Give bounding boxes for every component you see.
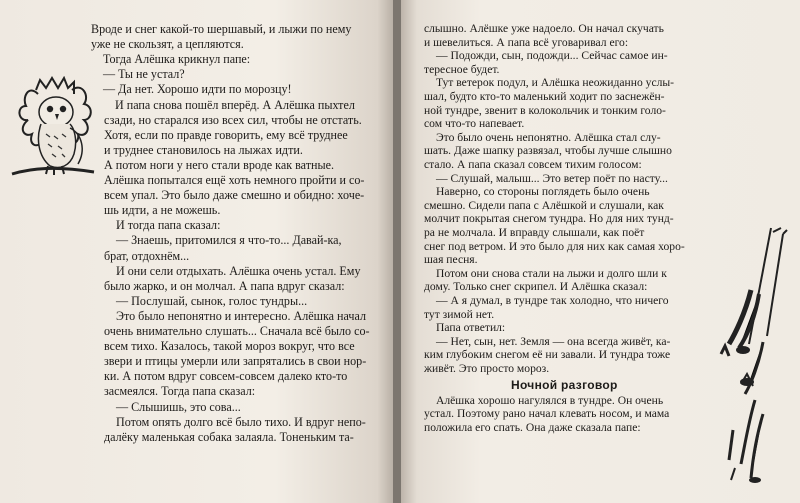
- text-line: уже не скользят, а цепляются.: [91, 37, 244, 52]
- text-line: Это было непонятно и интересно. Алёшка начал: [116, 308, 367, 323]
- text-line: ки. А потом вдруг совсем-совсем далеко кто-то: [104, 369, 348, 384]
- text-line: — Ты не устал?: [103, 67, 185, 82]
- text-line: Алёшка попытался ещё хоть немного пройти и со-: [104, 173, 365, 187]
- text-line: Тут ветерок подул, и Алёшка неожиданно услы-: [436, 76, 675, 90]
- text-line: всем тихо. Казалось, такой мороз вокруг, что все: [104, 339, 355, 354]
- text-line: устал. Поэтому рано начал клевать носом, и мама: [424, 407, 670, 421]
- text-line: Папа ответил:: [436, 321, 506, 335]
- text-line: дому. Только снег скрипел. И Алёшка сказал:: [424, 280, 648, 294]
- text-line: — Подожди, сын, подожди... Сейчас самое ин-: [436, 49, 668, 63]
- text-line: Потом они снова стали на лыжи и долго шли к: [436, 266, 667, 280]
- text-line: — Слышишь, это сова...: [116, 399, 241, 414]
- text-line: Вроде и снег какой-то шершавый, и лыжи по нему: [91, 22, 352, 36]
- text-line: А потом ноги у него стали вроде как ватные.: [104, 157, 334, 172]
- text-line: ной тундре, звенит в колокольчик и тонким голо-: [424, 103, 666, 117]
- text-line: сом что-то напевает.: [424, 117, 525, 131]
- text-line: И они сели отдыхать. Алёшка очень устал. Ему: [116, 263, 361, 278]
- text-line: стало. А папа сказал совсем тихим голосом:: [424, 158, 642, 171]
- text-line: — Знаешь, притомился я что-то... Давай-ка,: [116, 233, 342, 248]
- right-page: [401, 0, 800, 503]
- text-line: всем упал. Это было даже смешно и обидно: хоче-: [104, 188, 365, 203]
- text-line: молчит покрытая снегом тундра. Но для них тунд-: [424, 212, 674, 226]
- text-line: звери и птицы умерли или запрятались в свои нор-: [104, 354, 367, 369]
- text-line: Хотя, если по правде говорить, ему всё труднее: [104, 127, 348, 142]
- skis-and-poles-illustration: [711, 224, 797, 494]
- text-line: было жарко, и он молчал. А папа вдруг сказал:: [104, 278, 345, 293]
- text-line: брат, отдохнём...: [104, 248, 190, 263]
- text-line: и труднее становилось на лыжах идти.: [104, 142, 303, 157]
- owl-illustration: [8, 76, 108, 180]
- text-line: — Нет, сын, нет. Земля — она всегда живёт, ка-: [436, 334, 671, 348]
- text-line: — Да нет. Хорошо идти по морозцу!: [103, 82, 292, 97]
- text-line: тересное будет.: [424, 62, 500, 76]
- book-gutter: [393, 0, 401, 503]
- text-line: Потом опять долго всё было тихо. И вдруг непо-: [116, 414, 366, 429]
- text-line: тут зимой нет.: [424, 307, 495, 321]
- text-line: — А я думал, в тундре так холодно, что ничего: [436, 294, 669, 307]
- text-line: Алёшка хорошо нагулялся в тундре. Он очень: [436, 393, 664, 407]
- text-line: Тогда Алёшка крикнул папе:: [103, 52, 251, 67]
- text-line: положила его спать. Она даже сказала папе:: [424, 420, 641, 434]
- text-line: шь идти, а не можешь.: [104, 203, 221, 218]
- text-line: шая песня.: [424, 253, 478, 267]
- text-line: далёку маленькая собака залаяла. Тоненьким та-: [104, 429, 354, 444]
- text-line: И папа снова пошёл вперёд. А Алёшка пыхтел: [115, 97, 355, 112]
- text-line: ким глубоким снегом её ни завали. И тундра тоже: [424, 348, 671, 362]
- text-line: живёт. Это просто мороз.: [424, 362, 550, 375]
- text-line: сзади, но старался изо всех сил, чтобы не отстать.: [104, 112, 362, 127]
- text-line: и шевелиться. А папа всё уговаривал его:: [424, 35, 629, 49]
- section-heading: Ночной разговор: [511, 377, 618, 392]
- text-line: шал, будто кто-то маленький ходит по заснежён-: [424, 90, 665, 103]
- text-line: засмеялся. Тогда папа сказал:: [104, 384, 256, 399]
- text-line: — Послушай, сынок, голос тундры...: [116, 293, 308, 308]
- text-line: Это было очень непонятно. Алёшка стал слу-: [436, 130, 661, 144]
- text-line: слышно. Алёшке уже надоело. Он начал скучать: [424, 22, 664, 35]
- text-line: смешно. Сидели папа с Алёшкой и слушали, как: [424, 198, 664, 212]
- text-line: очень внимательно слушать... Сначала всё было со-: [104, 324, 370, 338]
- text-line: ра не молчала. И вправду слышали, как поёт: [424, 226, 645, 239]
- text-line: — Слушай, малыш... Это ветер поёт по насту...: [436, 171, 668, 185]
- left-page: [0, 0, 393, 503]
- text-line: Наверно, со стороны поглядеть было очень: [436, 185, 650, 199]
- text-line: снег под ветром. И это было для них как самая хоро-: [424, 239, 685, 253]
- text-line: шать. Даже шапку развязал, чтобы лучше слышно: [424, 144, 672, 158]
- text-line: И тогда папа сказал:: [116, 218, 221, 233]
